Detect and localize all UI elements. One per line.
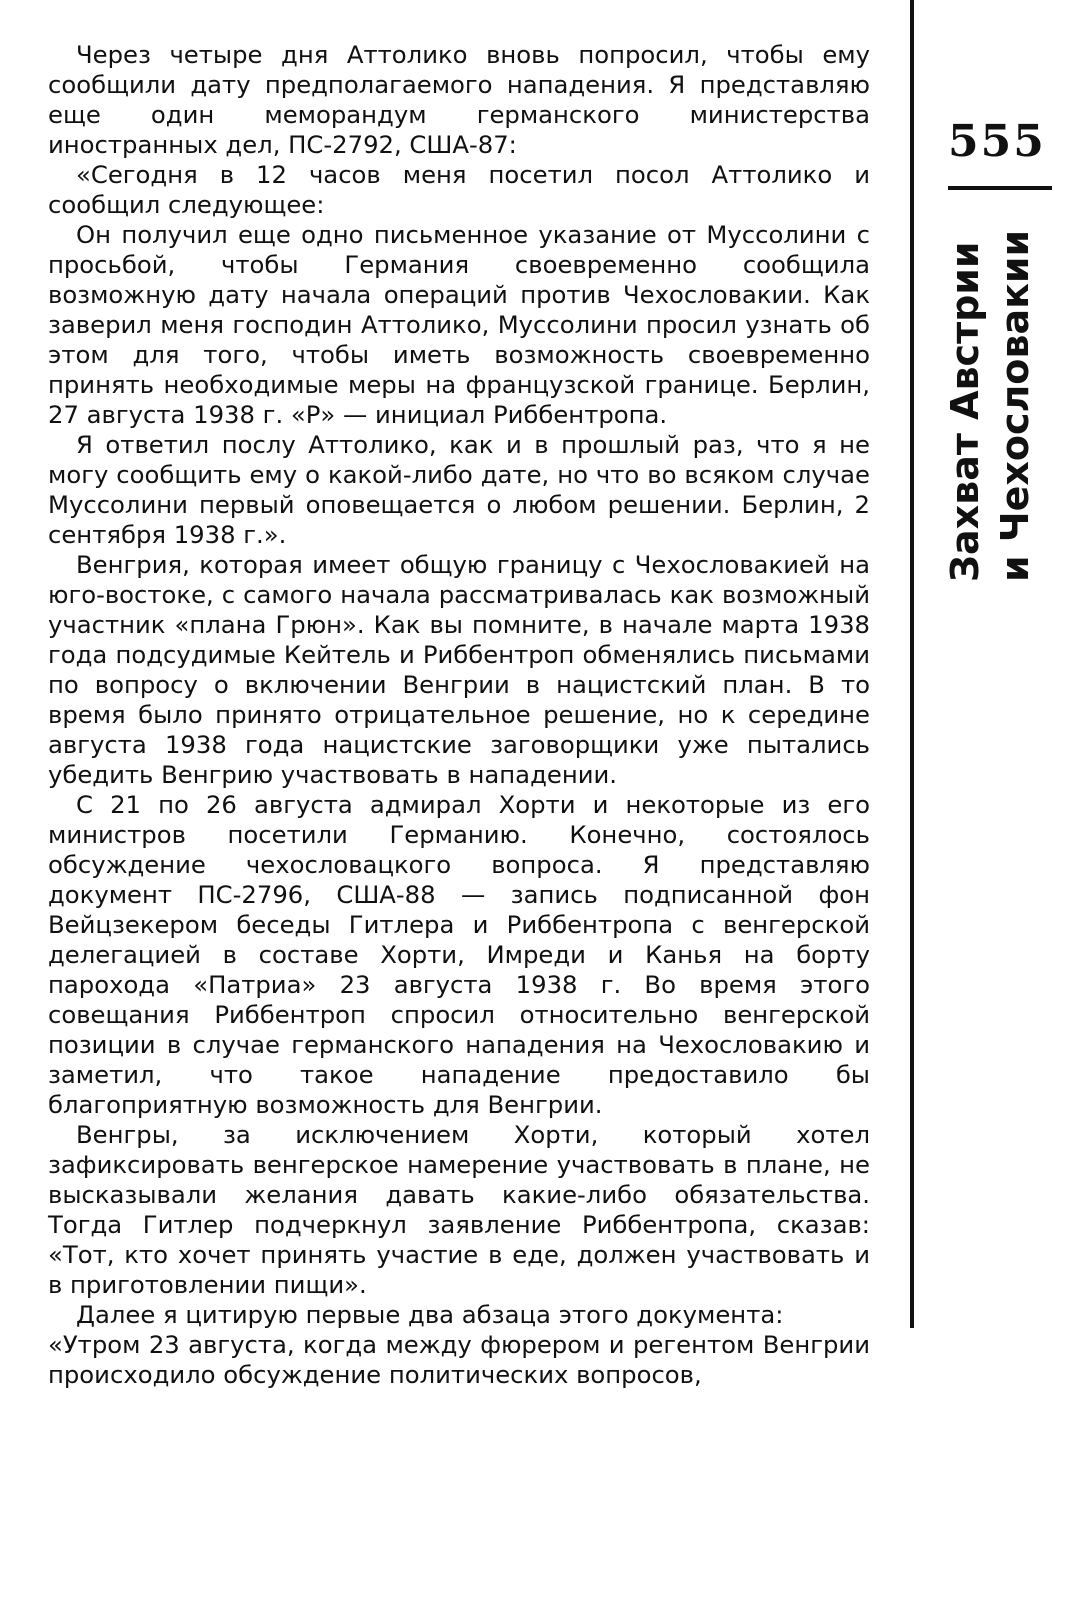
- paragraph-1: Через четыре дня Аттолико вновь попросил, чтобы ему сообщили дату предполагаемого нападения. Я представляю еще один меморандум германского министерства иностранных дел, ПС-2792, США-87:: [48, 40, 870, 159]
- page-number: 555: [948, 116, 1046, 167]
- paragraph-2: «Сегодня в 12 часов меня посетил посол Аттолико и сообщил следующее:: [48, 160, 870, 219]
- sidebar-vertical-rule: [910, 0, 914, 1328]
- paragraph-7: Венгры, за исключением Хорти, который хотел зафиксировать венгерское намерение участвовать в плане, не высказывали желания давать какие-либо обязательства. Тогда Гитлер подчеркнул заявление Риббентропа, сказав: «Тот, кто хочет принять участие в еде, должен участвовать и в приготовлении пищи».: [48, 1120, 870, 1299]
- paragraph-8: Далее я цитирую первые два абзаца этого документа:: [76, 1300, 784, 1329]
- paragraph-9: «Утром 23 августа, когда между фюрером и регентом Венгрии происходило обсуждение политических вопросов,: [48, 1330, 870, 1389]
- running-head: [940, 222, 1050, 582]
- running-head-line-1: Захват Австрии: [943, 241, 987, 582]
- sidebar-horizontal-rule: [948, 186, 1052, 190]
- body-text: [48, 40, 870, 1390]
- paragraph-5: Венгрия, которая имеет общую границу с Чехословакией на юго-востоке, с самого начала рассматривалась как возможный участник «плана Грюн». Как вы помните, в начале марта 1938 года подсудимые Кейтель и Риббентроп обменялись письмами по вопросу о включении Венгрии в нацистский план. В то время было принято отрицательное решение, но к середине августа 1938 года нацистские заговорщики уже пытались убедить Венгрию участвовать в нападении.: [48, 550, 870, 789]
- running-head-line-2: и Чехословакии: [993, 229, 1037, 582]
- paragraph-6: С 21 по 26 августа адмирал Хорти и некоторые из его министров посетили Германию. Конечно, состоялось обсуждение чехословацкого вопроса. Я представляю документ ПС-2796, США-88 — запись подписанной фон Вейцзекером беседы Гитлера и Риббентропа с венгерской делегацией в составе Хорти, Имреди и Канья на борту парохода «Патриа» 23 августа 1938 г. Во время этого совещания Риббентроп спросил относительно венгерской позиции в случае германского нападения на Чехословакию и заметил, что такое нападение предоставило бы благоприятную возможность для Венгрии.: [48, 790, 870, 1119]
- paragraph-4: Я ответил послу Аттолико, как и в прошлый раз, что я не могу сообщить ему о какой-либо дате, но что во всяком случае Муссолини первый оповещается о любом решении. Берлин, 2 сентября 1938 г.».: [48, 430, 870, 549]
- paragraph-3: Он получил еще одно письменное указание от Муссолини с просьбой, чтобы Германия своевременно сообщила возможную дату начала операций против Чехословакии. Как заверил меня господин Аттолико, Муссолини просил узнать об этом для того, чтобы иметь возможность своевременно принять необходимые меры на французской границе. Берлин, 27 августа 1938 г. «Р» — инициал Риббентропа.: [48, 220, 870, 429]
